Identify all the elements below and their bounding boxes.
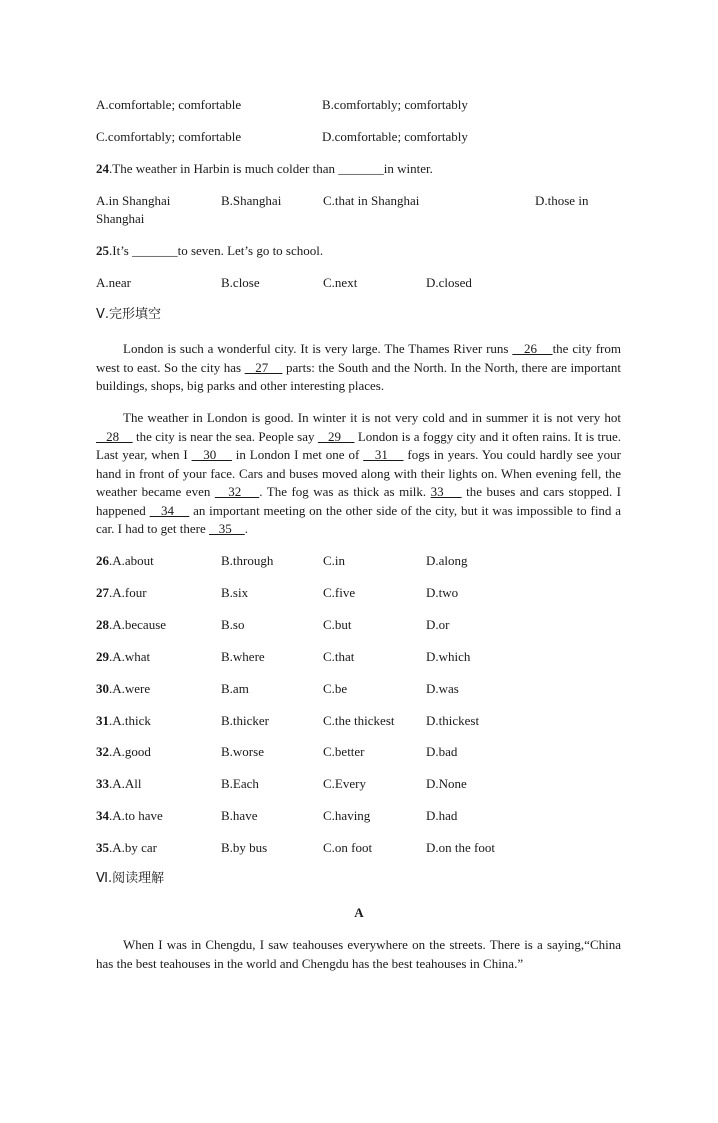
option-c: C.on foot [323,840,373,855]
question-25 [96,242,323,260]
question-number: 32 [96,744,109,759]
q24-option-a: A.in Shanghai [96,193,171,208]
option-d: D.two [426,585,459,600]
option-a: .A.what [109,649,151,664]
cloze-question-31 [96,712,151,730]
reading-paragraph [96,936,621,973]
cloze-question-28 [96,616,166,634]
cloze-question-32 [96,743,151,761]
blank-29: 29 [317,428,355,444]
option-b: B.through [221,553,274,568]
question-text: .The weather in Harbin is much colder than _______in winter. [109,161,433,176]
question-text: .It’s _______to seven. Let’s go to school. [109,243,324,258]
passage-text: The weather in London is good. In winter it is not very cold and in summer it is not very hot [123,410,621,425]
option-a: .A.All [109,776,142,791]
option-c: C.Every [323,776,366,791]
passage-text: London is such a wonderful city. It is very large. The Thames River runs [123,341,513,356]
q23-option-d: D.comfortable; comfortably [322,129,468,144]
q25-option-d: D.closed [426,275,472,290]
option-b: B.by bus [221,840,268,855]
section-heading-reading: Ⅵ.阅读理解 [96,871,165,886]
blank-34: 34 [149,502,190,518]
option-a: .A.by car [109,840,158,855]
reading-text: When I was in Chengdu, I saw teahouses everywhere on the streets. There is a saying,“China has the best teahouses in the world and Chengdu has the best teahouses in China.” [96,937,621,971]
question-24 [96,160,433,178]
option-a: .A.because [109,617,167,632]
passage-text: London is a foggy city and it often rains. It is true. Last year, when I [96,428,621,462]
option-a: .A.thick [109,713,151,728]
q24-option-d-continued: Shanghai [96,211,145,226]
question-number: 31 [96,713,109,728]
reading-title: A [354,905,364,920]
option-b: B.am [221,681,249,696]
option-a: .A.four [109,585,147,600]
option-d: D.or [426,617,450,632]
option-d: D.thickest [426,713,480,728]
question-number: 30 [96,681,109,696]
passage-paragraph-1 [96,340,621,396]
option-d: D.bad [426,744,458,759]
option-d: D.None [426,776,467,791]
blank-33: 33 [430,484,462,499]
blank-35: 35 [208,521,245,536]
question-number: 26 [96,553,109,568]
passage-text: an important meeting on the other side of the city, but it was impossible to find a car. I had to get there [96,502,622,536]
option-b: B.six [221,585,249,600]
q25-option-b: B.close [221,275,260,290]
option-c: C.in [323,553,346,568]
option-b: B.worse [221,744,264,759]
q24-option-b: B.Shanghai [221,193,282,208]
option-b: B.Each [221,776,259,791]
q23-option-a: A.comfortable; comfortable [96,97,242,112]
cloze-question-35 [96,839,157,857]
option-b: B.so [221,617,245,632]
q24-option-d: D.those in [535,193,589,208]
option-c: C.five [323,585,356,600]
question-number: 27 [96,585,109,600]
passage-text: . The fog was as thick as milk. [259,484,431,499]
option-a: .A.to have [109,808,163,823]
option-c: C.having [323,808,371,823]
passage-paragraph-2 [96,409,621,539]
cloze-question-34 [96,807,163,825]
question-number: 34 [96,808,109,823]
question-number: 25 [96,243,109,258]
blank-31: 31 [363,447,404,462]
blank-27: 27 [244,359,283,375]
passage-text: in London I met one of [231,447,364,462]
blank-30: 30 [191,447,232,462]
question-number: 24 [96,161,109,176]
option-a: .A.were [109,681,151,696]
q25-option-c: C.next [323,275,358,290]
passage-text: fogs in years. You could hardly see your hand in front of your face. Cars and buses moved along with their lights on. When evening fell, the weather became even [96,447,622,499]
cloze-question-27 [96,584,147,602]
q23-option-b: B.comfortably; comfortably [322,97,468,112]
question-number: 35 [96,840,109,855]
option-c: C.but [323,617,352,632]
option-b: B.where [221,649,265,664]
option-a: .A.about [109,553,154,568]
q25-option-a: A.near [96,275,132,290]
passage-text: . [244,521,248,536]
option-d: D.had [426,808,458,823]
blank-32: 32 [214,484,260,499]
question-number: 33 [96,776,109,791]
option-d: D.which [426,649,471,664]
question-number: 28 [96,617,109,632]
option-c: C.that [323,649,355,664]
cloze-question-29 [96,648,150,666]
option-d: D.along [426,553,468,568]
cloze-question-30 [96,680,150,698]
option-c: C.better [323,744,365,759]
blank-26: 26 [512,341,553,356]
q24-option-c: C.that in Shanghai [323,193,420,208]
passage-text: the buses and cars stopped. I happened [96,484,622,518]
option-b: B.have [221,808,258,823]
section-heading-cloze: Ⅴ.完形填空 [96,307,162,322]
option-c: C.be [323,681,348,696]
cloze-question-33 [96,775,142,793]
option-c: C.the thickest [323,713,395,728]
passage-text: the city from west to east. So the city has [96,341,621,375]
question-number: 29 [96,649,109,664]
option-d: D.was [426,681,459,696]
blank-28: 28 [96,428,133,444]
passage-text: parts: the South and the North. In the North, there are important buildings, shops, big parks and other interesting places. [96,359,621,393]
option-d: D.on the foot [426,840,495,855]
q23-option-c: C.comfortably; comfortable [96,129,242,144]
cloze-question-26 [96,552,154,570]
passage-text: the city is near the sea. People say [132,428,318,444]
option-a: .A.good [109,744,151,759]
option-b: B.thicker [221,713,270,728]
